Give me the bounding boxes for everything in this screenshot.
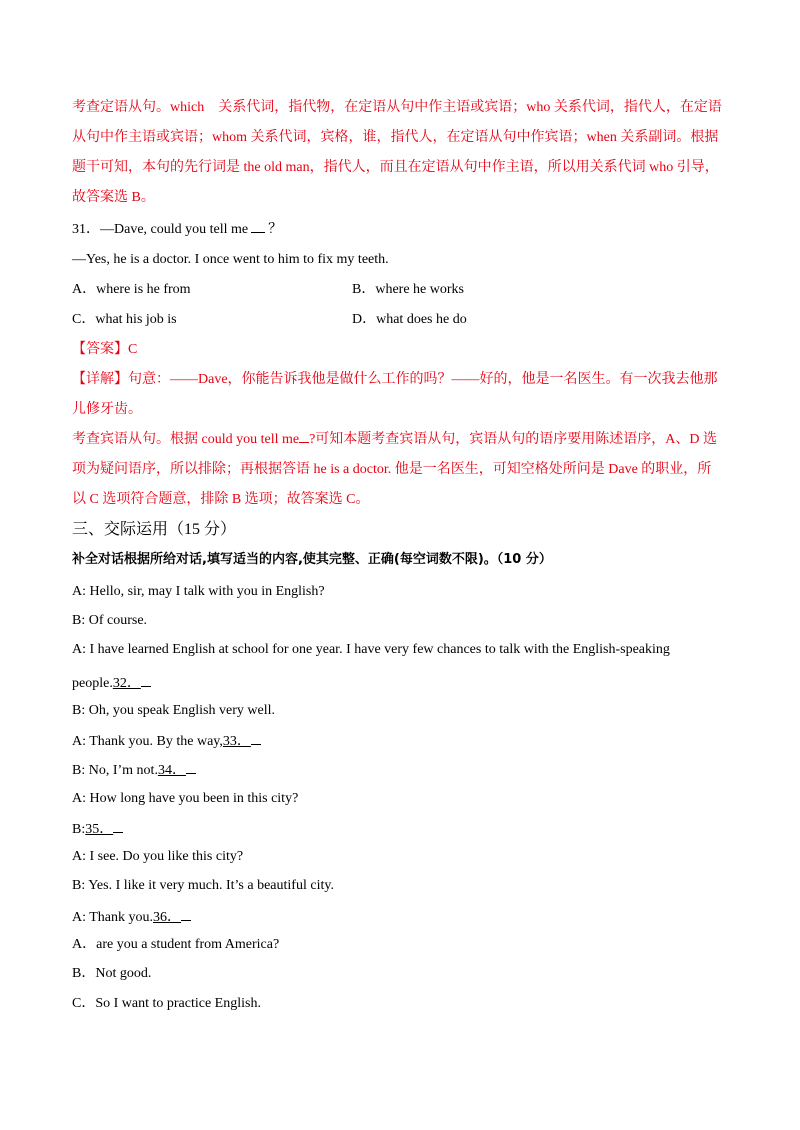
dialogue-option-c: C．So I want to practice English. (72, 996, 261, 1011)
q31-detail-line3-a: 考查宾语从句。根据 could you tell me (72, 432, 300, 447)
q31-option-b: B．where he works (352, 282, 464, 297)
dialogue-line-4-text: people. (72, 676, 113, 691)
dialogue-line-11: B: Yes. I like it very much. It’s a beautiful city. (72, 878, 334, 893)
dialogue-option-a: A．are you a student from America? (72, 937, 280, 952)
section3-instruction: 补全对话根据所给对话,填写适当的内容,使其完整、正确(每空词数不限)。（10 分） (72, 552, 552, 567)
q31-option-d: D．what does he do (352, 312, 467, 327)
blank-33-line (251, 730, 261, 745)
dialogue-line-5: B: Oh, you speak English very well. (72, 703, 275, 718)
blank-36: 36． (153, 910, 182, 925)
q31-detail-line5: 以 C 选项符合题意，排除 B 选项；故答案选 C。 (72, 492, 370, 507)
dialogue-line-9-text: B: (72, 822, 86, 837)
blank-34: 34． (157, 763, 186, 778)
q31-option-c: C．what his job is (72, 312, 177, 327)
dialogue-line-10: A: I see. Do you like this city? (72, 849, 244, 864)
dialogue-line-1: A: Hello, sir, may I talk with you in English? (72, 584, 325, 599)
blank-35-line (113, 818, 123, 833)
dialogue-line-12-text: A: Thank you. (72, 910, 154, 925)
q31-detail-line1: 【详解】句意：——Dave，你能告诉我他是做什么工作的吗？——好的，他是一名医生。有一次我去他那 (72, 372, 718, 387)
q31-detail-line2: 儿修牙齿。 (72, 402, 142, 417)
q31-blank (251, 220, 265, 233)
blank-33: 33． (222, 734, 251, 749)
dialogue-line-8: A: How long have you been in this city? (72, 791, 299, 806)
dialogue-line-3: A: I have learned English at school for one year. I have very few chances to talk with the English-speaking (72, 642, 670, 657)
dialogue-line-6 (72, 730, 261, 752)
q31-stem (72, 220, 282, 240)
blank-34-line (186, 759, 196, 774)
q31-response: —Yes, he is a doctor. I once went to him to fix my teeth. (72, 252, 389, 267)
dialogue-line-2: B: Of course. (72, 613, 148, 628)
dialogue-option-b: B．Not good. (72, 966, 152, 981)
dialogue-line-9 (72, 818, 123, 840)
q31-answer: 【答案】C (72, 342, 138, 357)
q31-detail-blank (299, 430, 309, 443)
q31-stem-end: ？ (268, 222, 283, 237)
blank-32: 32． (112, 676, 141, 691)
analysis30-line1: 考查定语从句。which 关系代词，指代物，在定语从句中作主语或宾语；who 关系代词，指代人，在定语 (72, 100, 722, 115)
analysis30-line4: 故答案选 B。 (72, 190, 155, 205)
dialogue-line-7-text: B: No, I’m not. (72, 763, 158, 778)
dialogue-line-7 (72, 759, 196, 781)
dialogue-line-12 (72, 906, 191, 928)
analysis30-line3: 题干可知，本句的先行词是 the old man，指代人，而且在定语从句中作主语，所以用关系代词 who 引导， (72, 160, 719, 175)
q31-detail-line3 (72, 430, 717, 450)
q31-stem-text: 31．—Dave, could you tell me (72, 222, 249, 237)
analysis30-line2: 从句中作主语或宾语；whom 关系代词，宾格，谁，指代人，在定语从句中作宾语；when 关系副词。根据 (72, 130, 719, 145)
q31-detail-line4: 项为疑问语序，所以排除；再根据答语 he is a doctor. 他是一名医生，可知空格处所问是 Dave 的职业，所 (72, 462, 712, 477)
q31-option-a: A．where is he from (72, 282, 191, 297)
dialogue-line-6-text: A: Thank you. By the way, (72, 734, 223, 749)
section3-title: 三、交际运用（15 分） (72, 521, 237, 538)
dialogue-line-4 (72, 672, 151, 694)
q31-detail-line3-b: ?可知本题考查宾语从句，宾语从句的语序要用陈述语序，A、D 选 (309, 432, 718, 447)
blank-32-line (141, 672, 151, 687)
blank-35: 35． (85, 822, 114, 837)
blank-36-line (181, 906, 191, 921)
